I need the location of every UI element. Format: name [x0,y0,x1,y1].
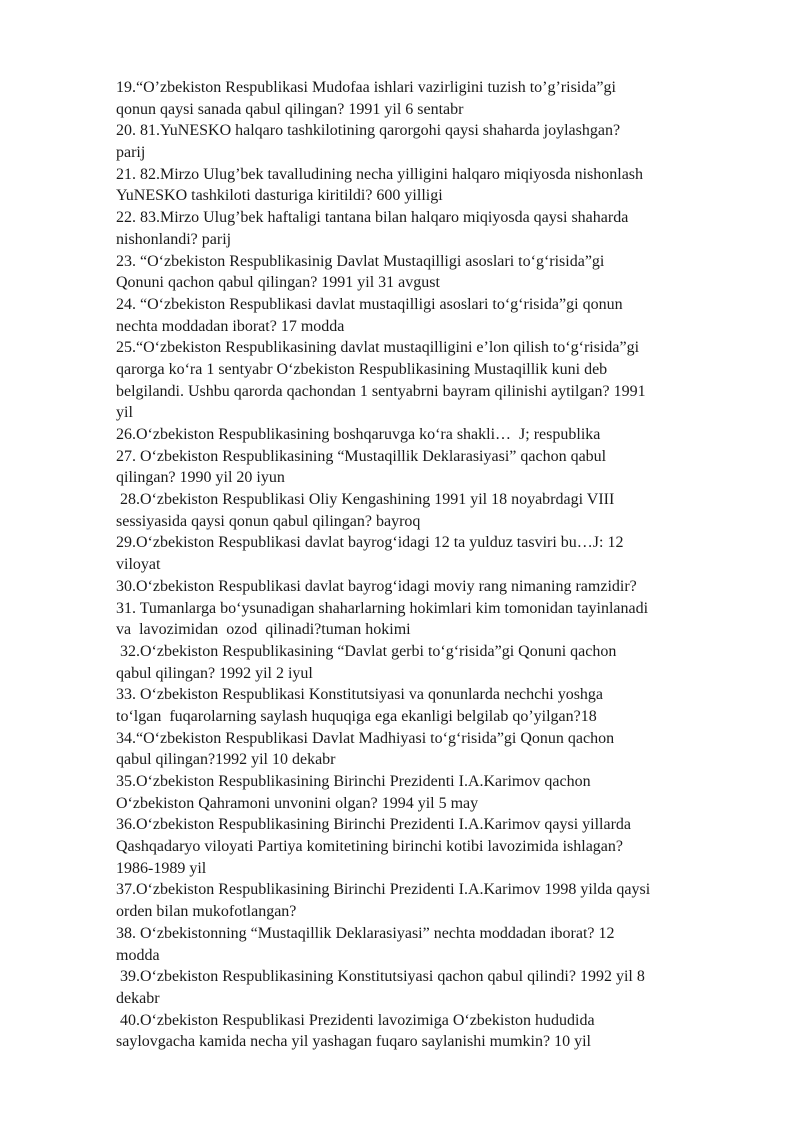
text-line: 29.O‘zbekiston Respublikasi davlat bayrog‘idagi 12 ta yulduz tasviri bu…J: 12 [116,534,624,552]
text-line: 27. O‘zbekiston Respublikasining “Mustaqillik Deklarasiyasi” qachon qabul [116,447,607,465]
text-line: 35.O‘zbekiston Respublikasining Birinchi Prezidenti I.A.Karimov qachon [116,773,591,790]
text-line: dekabr [116,989,160,1007]
text-line: qabul qilingan? 1992 yil 2 iyul [116,664,313,682]
text-line: YuNESKO tashkiloti dasturiga kiritildi? 600 yilligi [116,187,443,205]
text-line: nechta moddadan iborat? 17 modda [116,317,345,335]
text-line: Qashqadaryo viloyati Partiya komitetining birinchi kotibi lavozimida ishlagan? [116,838,623,856]
text-line: va lavozimidan ozod qilinadi?tuman hokimi [116,621,411,639]
text-line: 32.O‘zbekiston Respublikasining “Davlat gerbi to‘g‘risida”gi Qonuni qachon [116,642,617,660]
text-line: 21. 82.Mirzo Ulug’bek tavalludining necha yilligini halqaro miqiyosda nishonlash [116,165,644,183]
text-line: 36.O‘zbekiston Respublikasining Birinchi Prezidenti I.A.Karimov qaysi yillarda [116,816,632,834]
text-line: qonun qaysi sanada qabul qilingan? 1991 yil 6 sentabr [116,100,464,118]
text-line: 34.“O‘zbekiston Respublikasi Davlat Madhiyasi to‘g‘risida”gi Qonun qachon [116,729,615,747]
text-line: 26.O‘zbekiston Respublikasining boshqaruvga ko‘ra shakli… J; respublika [116,426,601,443]
text-line: 30.O‘zbekiston Respublikasi davlat bayrog‘idagi moviy rang nimaning ramzidir? [116,577,637,595]
text-line: viloyat [116,556,161,574]
text-line: saylovgacha kamida necha yil yashagan fuqaro saylanishi mumkin? 10 yil [116,1033,591,1051]
text-line: 28.O‘zbekiston Respublikasi Oliy Kengashining 1991 yil 18 noyabrdagi VIII [116,491,615,509]
text-line: sessiyasida qaysi qonun qabul qilingan? bayroq [116,512,421,530]
text-line: qarorga ko‘ra 1 sentyabr O‘zbekiston Respublikasining Mustaqillik kuni deb [116,360,608,378]
text-line: 1986-1989 yil [116,859,207,877]
text-line: 38. O‘zbekistonning “Mustaqillik Deklarasiyasi” nechta moddadan iborat? 12 [116,924,615,942]
text-line: modda [116,946,160,964]
text-line: Qonuni qachon qabul qilingan? 1991 yil 31 avgust [116,274,440,292]
text-line: 39.O‘zbekiston Respublikasining Konstitutsiyasi qachon qabul qilindi? 1992 yil 8 [116,968,645,986]
text-line: 40.O‘zbekiston Respublikasi Prezidenti lavozimiga O‘zbekiston hududida [116,1011,595,1029]
text-line: parij [116,144,146,162]
text-line: yil [116,404,133,422]
text-line: 22. 83.Mirzo Ulug’bek haftaligi tantana bilan halqaro miqiyosda qaysi shaharda [116,209,629,227]
text-line: 31. Tumanlarga bo‘ysunadigan shaharlarning hokimlari kim tomonidan tayinlanadi [116,599,649,617]
text-line: 33. O‘zbekiston Respublikasi Konstitutsiyasi va qonunlarda nechchi yoshga [116,686,604,704]
text-line: qilingan? 1990 yil 20 iyun [116,469,285,487]
text-line: belgilandi. Ushbu qarorda qachondan 1 sentyabrni bayram qilinishi aytilgan? 1991 [116,382,646,400]
text-line: 19.“O’zbekiston Respublikasi Mudofaa ishlari vazirligini tuzish to’g’risida”gi [116,79,616,96]
text-line: qabul qilingan?1992 yil 10 dekabr [116,751,336,769]
document-page [116,77,756,1053]
text-line: 25.“O‘zbekiston Respublikasining davlat mustaqilligini e’lon qilish to‘g‘risida”gi [116,339,640,357]
text-line: 23. “O‘zbekiston Respublikasinig Davlat Mustaqilligi asoslari to‘g‘risida”gi [116,252,605,270]
text-line: O‘zbekiston Qahramoni unvonini olgan? 1994 yil 5 may [116,794,479,812]
text-line: nishonlandi? parij [116,230,232,248]
text-line: orden bilan mukofotlangan? [116,903,297,921]
text-line: 20. 81.YuNESKO halqaro tashkilotining qarorgohi qaysi shaharda joylashgan? [116,122,621,140]
text-line: to‘lgan fuqarolarning saylash huquqiga ega ekanligi belgilab qo’yilgan?18 [116,707,597,725]
text-line: 37.O‘zbekiston Respublikasining Birinchi Prezidenti I.A.Karimov 1998 yilda qaysi [116,881,651,899]
text-line: 24. “O‘zbekiston Respublikasi davlat mustaqilligi asoslari to‘g‘risida”gi qonun [116,295,623,313]
